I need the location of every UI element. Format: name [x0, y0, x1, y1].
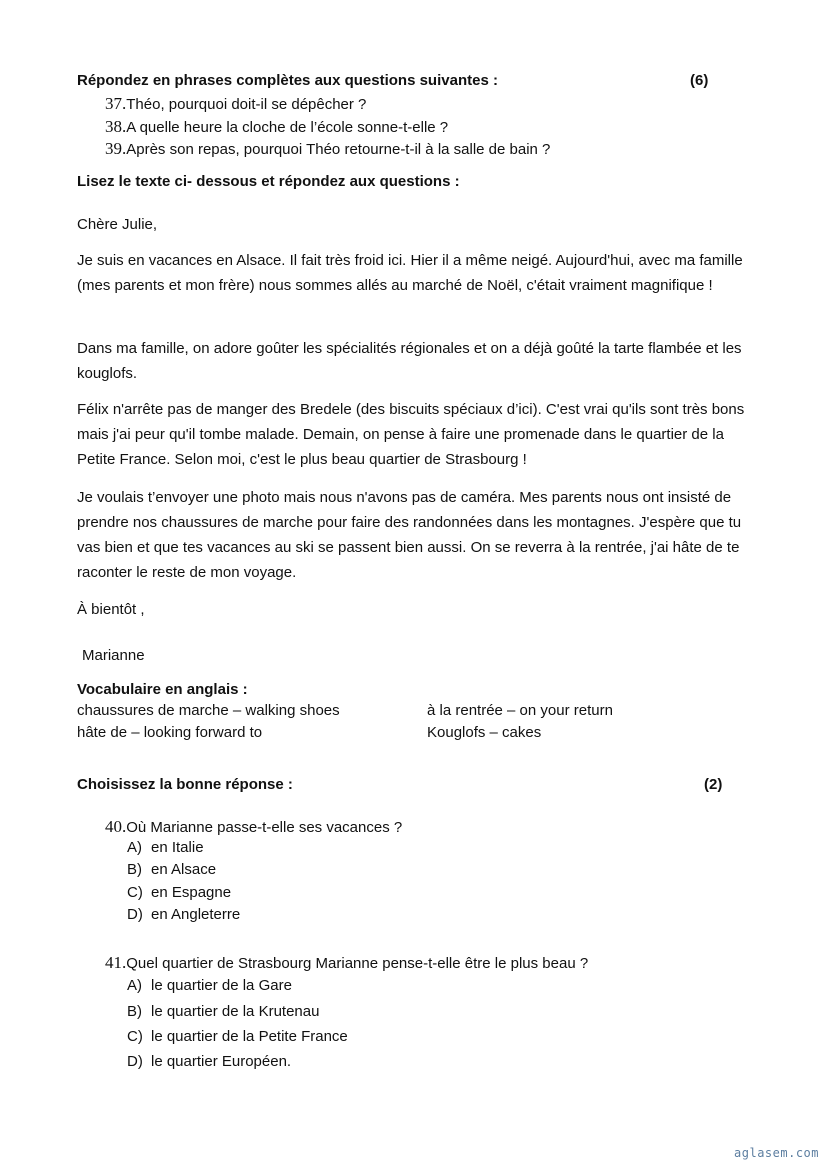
- option-text: en Italie: [151, 839, 204, 856]
- letter-greeting: Chère Julie,: [77, 216, 158, 233]
- option-41-d: [127, 1053, 291, 1070]
- question-38: [105, 117, 448, 137]
- letter-paragraph-4: Je voulais t’envoyer une photo mais nous n'avons pas de caméra. Mes parents nous ont insisté de prendre nos chaussures de marche pour faire des randonnées dans les montagnes. J'espère que tu vas bien et que tes vacances au ski se passent bien aussi. On se reverra à la rentrée, j'ai hâte de te raconter le reste de mon voyage.: [77, 489, 742, 581]
- question-41: [105, 953, 588, 973]
- vocabulary-heading: Vocabulaire en anglais :: [77, 681, 248, 698]
- question-text: Quel quartier de Strasbourg Marianne pense-t-elle être le plus beau ?: [126, 955, 589, 972]
- option-text: le quartier de la Petite France: [151, 1028, 348, 1045]
- vocabulary-item: hâte de – looking forward to: [77, 724, 263, 741]
- question-text: Théo, pourquoi doit-il se dépêcher ?: [126, 96, 367, 113]
- question-37: [105, 94, 366, 114]
- letter-paragraph-1: Je suis en vacances en Alsace. Il fait très froid ici. Hier il a même neigé. Aujourd'hui, avec ma famille (mes parents et mon frère) nous sommes allés au marché de Noël, c'était vraiment magnifique !: [77, 252, 743, 294]
- option-40-d: [127, 906, 240, 923]
- letter-paragraph-2: Dans ma famille, on adore goûter les spécialités régionales et on a déjà goûté la tarte flambée et les kouglofs.: [77, 340, 742, 382]
- option-letter: A): [127, 839, 142, 856]
- question-40: [105, 817, 402, 837]
- question-number: 39.: [105, 139, 127, 158]
- option-40-c: [127, 884, 231, 901]
- question-number: 37.: [105, 94, 127, 113]
- option-letter: A): [127, 977, 142, 994]
- option-letter: B): [127, 1003, 142, 1020]
- question-text: Où Marianne passe-t-elle ses vacances ?: [126, 819, 403, 836]
- section-heading-complete-sentences: Répondez en phrases complètes aux questions suivantes :: [77, 72, 498, 89]
- question-39: [105, 139, 550, 159]
- section-heading-choose-answer: Choisissez la bonne réponse :: [77, 776, 293, 793]
- option-letter: C): [127, 884, 143, 901]
- letter-signature: Marianne: [82, 647, 145, 664]
- vocabulary-item: Kouglofs – cakes: [427, 724, 542, 741]
- option-text: le quartier Européen.: [151, 1053, 292, 1070]
- question-number: 40.: [105, 817, 127, 836]
- option-41-b: [127, 1003, 319, 1020]
- option-41-c: [127, 1028, 348, 1045]
- option-letter: D): [127, 1053, 143, 1070]
- option-text: en Espagne: [151, 884, 232, 901]
- option-41-a: [127, 977, 292, 994]
- vocabulary-item: à la rentrée – on your return: [427, 702, 613, 719]
- option-text: en Angleterre: [151, 906, 241, 923]
- watermark: aglasem.com: [734, 1146, 819, 1160]
- option-text: le quartier de la Krutenau: [151, 1003, 320, 1020]
- option-text: le quartier de la Gare: [151, 977, 292, 994]
- option-40-a: [127, 839, 204, 856]
- letter-paragraph-3: Félix n'arrête pas de manger des Bredele (des biscuits spéciaux d’ici). C'est vrai qu'ils sont très bons mais j'ai peur qu'il tombe malade. Demain, on pense à faire une promenade dans le quartier de la Petite France. Selon moi, c'est le plus beau quartier de Strasbourg !: [77, 401, 745, 468]
- question-number: 38.: [105, 117, 127, 136]
- option-text: en Alsace: [151, 861, 217, 878]
- option-40-b: [127, 861, 216, 878]
- marks-6: (6): [690, 72, 709, 89]
- option-letter: D): [127, 906, 143, 923]
- vocabulary-item: chaussures de marche – walking shoes: [77, 702, 340, 719]
- marks-2: (2): [704, 776, 723, 793]
- question-text: A quelle heure la cloche de l’école sonne-t-elle ?: [126, 119, 449, 136]
- question-text: Après son repas, pourquoi Théo retourne-t-il à la salle de bain ?: [126, 141, 551, 158]
- option-letter: B): [127, 861, 142, 878]
- section-heading-read-text: Lisez le texte ci- dessous et répondez aux questions :: [77, 173, 460, 190]
- option-letter: C): [127, 1028, 143, 1045]
- question-number: 41.: [105, 953, 127, 972]
- letter-closing: À bientôt ,: [77, 601, 145, 618]
